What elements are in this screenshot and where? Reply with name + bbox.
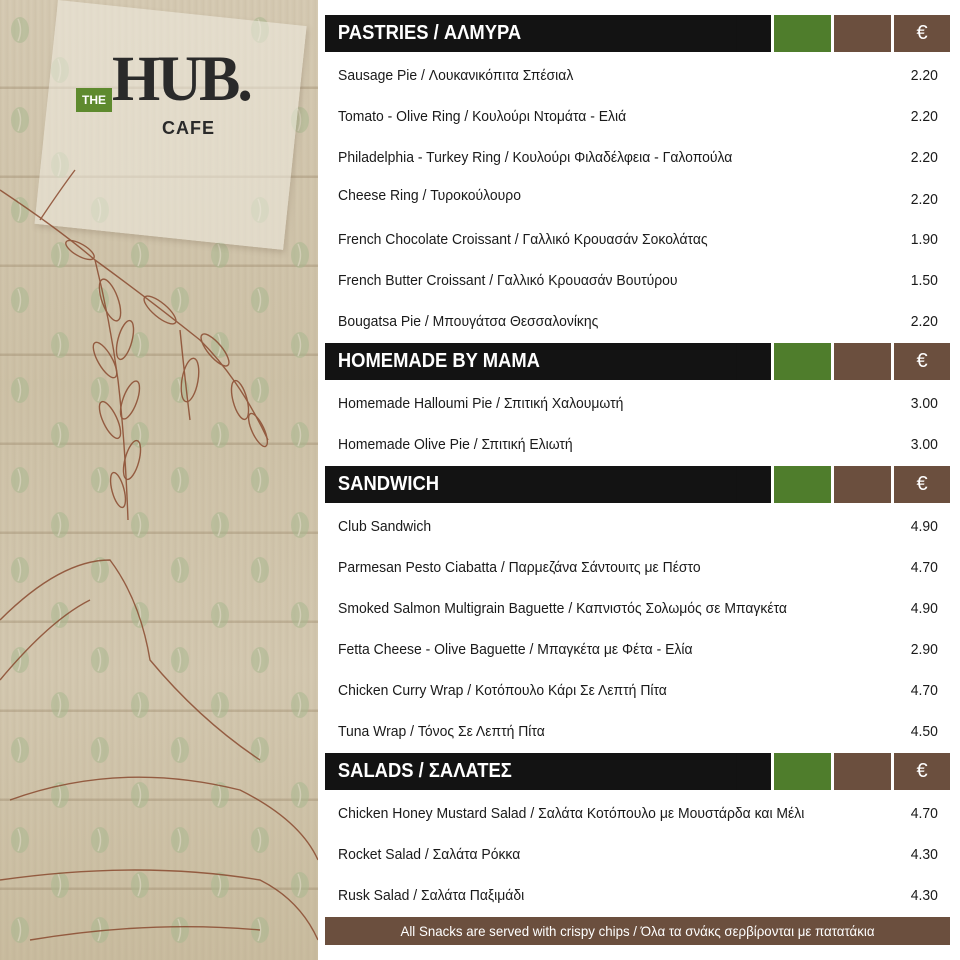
logo-the-badge: THE bbox=[76, 88, 112, 112]
item-price: 3.00 bbox=[910, 435, 938, 453]
menu-item bbox=[325, 432, 950, 456]
item-name: Tuna Wrap / Τόνος Σε Λεπτή Πίτα bbox=[338, 722, 545, 740]
section-title: SANDWICH bbox=[325, 466, 736, 503]
item-name: Sausage Pie / Λουκανικόπιτα Σπέσιαλ bbox=[338, 66, 574, 84]
brown-column-swatch bbox=[834, 15, 891, 52]
brown-column-swatch bbox=[834, 466, 891, 503]
item-price: 4.90 bbox=[910, 517, 938, 535]
green-column-swatch bbox=[774, 466, 831, 503]
item-price: 2.20 bbox=[910, 148, 938, 166]
item-name: Chicken Curry Wrap / Κοτόπουλο Κάρι Σε Λεπτή Πίτα bbox=[338, 681, 667, 699]
item-name: Tomato - Olive Ring / Κουλούρι Ντομάτα - Ελιά bbox=[338, 107, 627, 125]
section-header-pastries bbox=[325, 15, 950, 52]
wood-background-panel bbox=[0, 0, 318, 960]
menu-item bbox=[325, 145, 950, 169]
menu-item bbox=[325, 63, 950, 87]
euro-price-header: € bbox=[894, 343, 950, 380]
menu-item bbox=[325, 183, 950, 207]
euro-price-header: € bbox=[894, 15, 950, 52]
item-name: Fetta Cheese - Olive Baguette / Μπαγκέτα με Φέτα - Ελία bbox=[338, 640, 693, 658]
item-price: 4.70 bbox=[910, 681, 938, 699]
section-header-sandwich bbox=[325, 466, 950, 503]
brown-column-swatch bbox=[834, 753, 891, 790]
item-price: 4.30 bbox=[910, 886, 938, 904]
item-name: French Butter Croissant / Γαλλικό Κρουασάν Βουτύρου bbox=[338, 271, 678, 289]
item-name: Bougatsa Pie / Μπουγάτσα Θεσσαλονίκης bbox=[338, 312, 599, 330]
item-price: 2.20 bbox=[910, 312, 938, 330]
item-price: 2.20 bbox=[910, 190, 938, 208]
item-name: Cheese Ring / Τυροκούλουρο bbox=[338, 186, 521, 204]
menu-item bbox=[325, 719, 950, 743]
brown-column-swatch bbox=[834, 343, 891, 380]
green-column-swatch bbox=[774, 343, 831, 380]
item-price: 1.50 bbox=[910, 271, 938, 289]
green-column-swatch bbox=[774, 753, 831, 790]
logo-cafe-text: CAFE bbox=[162, 118, 215, 138]
footer-text: All Snacks are served with crispy chips / Όλα τα σνάκς σερβίρονται με πατατάκια bbox=[400, 923, 875, 939]
item-price: 4.90 bbox=[910, 599, 938, 617]
item-price: 1.90 bbox=[910, 230, 938, 248]
item-price: 4.50 bbox=[910, 722, 938, 740]
green-column-swatch bbox=[774, 15, 831, 52]
chips-note-footer bbox=[325, 917, 950, 945]
item-name: Homemade Halloumi Pie / Σπιτική Χαλουμωτή bbox=[338, 394, 624, 412]
item-name: Chicken Honey Mustard Salad / Σαλάτα Κοτόπουλο με Μουστάρδα και Μέλι bbox=[338, 804, 805, 822]
euro-price-header: € bbox=[894, 753, 950, 790]
section-header-salads bbox=[325, 753, 950, 790]
section-title: HOMEMADE BY MAMA bbox=[325, 343, 736, 380]
menu-item bbox=[325, 842, 950, 866]
item-name: Rusk Salad / Σαλάτα Παξιμάδι bbox=[338, 886, 525, 904]
menu-item bbox=[325, 596, 950, 620]
menu-item bbox=[325, 678, 950, 702]
item-name: Homemade Olive Pie / Σπιτική Ελιωτή bbox=[338, 435, 573, 453]
item-name: Smoked Salmon Multigrain Baguette / Καπνιστός Σολωμός σε Μπαγκέτα bbox=[338, 599, 787, 617]
item-name: Rocket Salad / Σαλάτα Ρόκκα bbox=[338, 845, 521, 863]
menu-item bbox=[325, 555, 950, 579]
wheat-branch-illustration bbox=[0, 0, 318, 960]
euro-price-header: € bbox=[894, 466, 950, 503]
item-price: 2.20 bbox=[910, 66, 938, 84]
menu-item bbox=[325, 227, 950, 251]
menu-item bbox=[325, 801, 950, 825]
item-name: French Chocolate Croissant / Γαλλικό Κρουασάν Σοκολάτας bbox=[338, 230, 708, 248]
item-price: 2.20 bbox=[910, 107, 938, 125]
menu-item bbox=[325, 514, 950, 538]
menu-item bbox=[325, 104, 950, 128]
item-price: 3.00 bbox=[910, 394, 938, 412]
item-price: 4.70 bbox=[910, 804, 938, 822]
item-name: Philadelphia - Turkey Ring / Κουλούρι Φιλαδέλφεια - Γαλοπούλα bbox=[338, 148, 733, 166]
hub-cafe-logo bbox=[76, 43, 250, 144]
item-price: 2.90 bbox=[910, 640, 938, 658]
menu-item bbox=[325, 309, 950, 333]
logo-hub-text: HUB. bbox=[112, 43, 250, 115]
menu-list bbox=[325, 0, 960, 960]
menu-item bbox=[325, 268, 950, 292]
section-title: SALADS / ΣΑΛΑΤΕΣ bbox=[325, 753, 736, 790]
item-price: 4.70 bbox=[910, 558, 938, 576]
item-name: Club Sandwich bbox=[338, 517, 432, 535]
menu-item bbox=[325, 883, 950, 907]
item-name: Parmesan Pesto Ciabatta / Παρμεζάνα Σάντουιτς με Πέστο bbox=[338, 558, 701, 576]
section-header-homemade bbox=[325, 343, 950, 380]
section-title: PASTRIES / ΑΛΜΥΡΑ bbox=[325, 15, 736, 52]
item-price: 4.30 bbox=[910, 845, 938, 863]
menu-item bbox=[325, 637, 950, 661]
menu-item bbox=[325, 391, 950, 415]
